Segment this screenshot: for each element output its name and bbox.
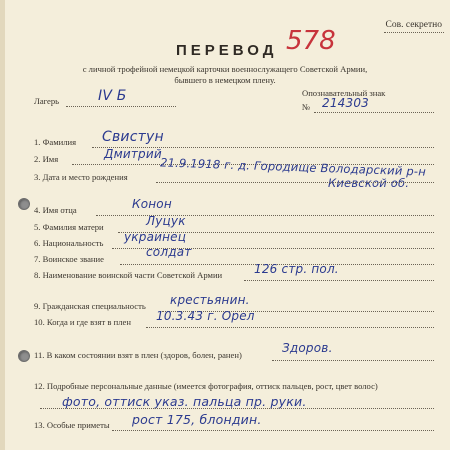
punch-hole <box>18 198 30 210</box>
field-value-name: Дмитрий <box>104 147 162 161</box>
field-label-mother: 5. Фамилия матери <box>34 222 104 232</box>
field-value-condition: Здоров. <box>282 341 333 355</box>
camp-label: Лагерь <box>34 96 60 106</box>
punch-hole <box>18 350 30 362</box>
field-line <box>244 280 434 281</box>
field-label-birth: 3. Дата и место рождения <box>34 172 128 182</box>
field-value-father: Конон <box>132 197 172 211</box>
id-mark-value: 214303 <box>322 96 370 110</box>
camp-value: IV Б <box>98 88 127 104</box>
field-value-nationality: украинец <box>124 230 187 244</box>
id-mark-prefix: № <box>302 102 311 112</box>
field-label-condition: 11. В каком состоянии взят в плен (здоров, болен, ранен) <box>34 350 242 360</box>
field-value-birth: 21.9.1918 г. д. Городище Володарский р-н <box>159 155 427 179</box>
field-label-surname: 1. Фамилия <box>34 137 77 147</box>
number-stamp: 578 <box>286 26 336 56</box>
field-label-profession: 9. Гражданская специальность <box>34 301 146 311</box>
secrecy-underline <box>384 32 444 33</box>
field-line <box>272 360 434 361</box>
field-value-captured: 10.3.43 г. Орел <box>156 309 255 323</box>
id-mark-line <box>314 112 434 113</box>
camp-line <box>66 106 176 107</box>
field-line <box>40 408 434 409</box>
secrecy-label: Сов. секретно <box>385 20 442 30</box>
field-value-mother: Луцук <box>146 214 186 228</box>
field-value-unit: 126 стр. пол. <box>254 262 339 276</box>
field-value-surname: Свистун <box>102 129 164 145</box>
field-label-name: 2. Имя <box>34 154 59 164</box>
field-line <box>112 430 434 431</box>
subtitle-line1: с личной трофейной немецкой карточки военнослужащего Советской Армии, <box>82 64 368 74</box>
document-title: ПЕРЕВОД <box>176 42 278 59</box>
subtitle-line2: бывшего в немецком плену. <box>174 75 276 85</box>
field-value-marks: рост 175, блондин. <box>132 412 262 427</box>
field-value-personal-data: фото, оттиск указ. пальца пр. руки. <box>62 394 307 409</box>
field-value-birth-line2: Киевской об. <box>328 176 410 190</box>
field-label-father: 4. Имя отца <box>34 205 77 215</box>
field-label-marks: 13. Особые приметы <box>34 420 110 430</box>
field-label-unit: 8. Наименование воинской части Советской Армии <box>34 270 223 280</box>
field-line <box>156 182 434 183</box>
field-label-nationality: 6. Национальность <box>34 238 104 248</box>
field-label-rank: 7. Воинское звание <box>34 254 104 264</box>
field-value-rank: солдат <box>146 245 192 259</box>
field-label-captured: 10. Когда и где взят в плен <box>34 317 131 327</box>
id-mark-label: Опознавательный знак <box>302 88 386 98</box>
field-label-personal-data: 12. Подробные персональные данные (имеется фотография, оттиск пальцев, рост, цвет волос) <box>34 381 378 391</box>
field-value-profession: крестьянин. <box>170 293 250 307</box>
field-line <box>146 327 434 328</box>
